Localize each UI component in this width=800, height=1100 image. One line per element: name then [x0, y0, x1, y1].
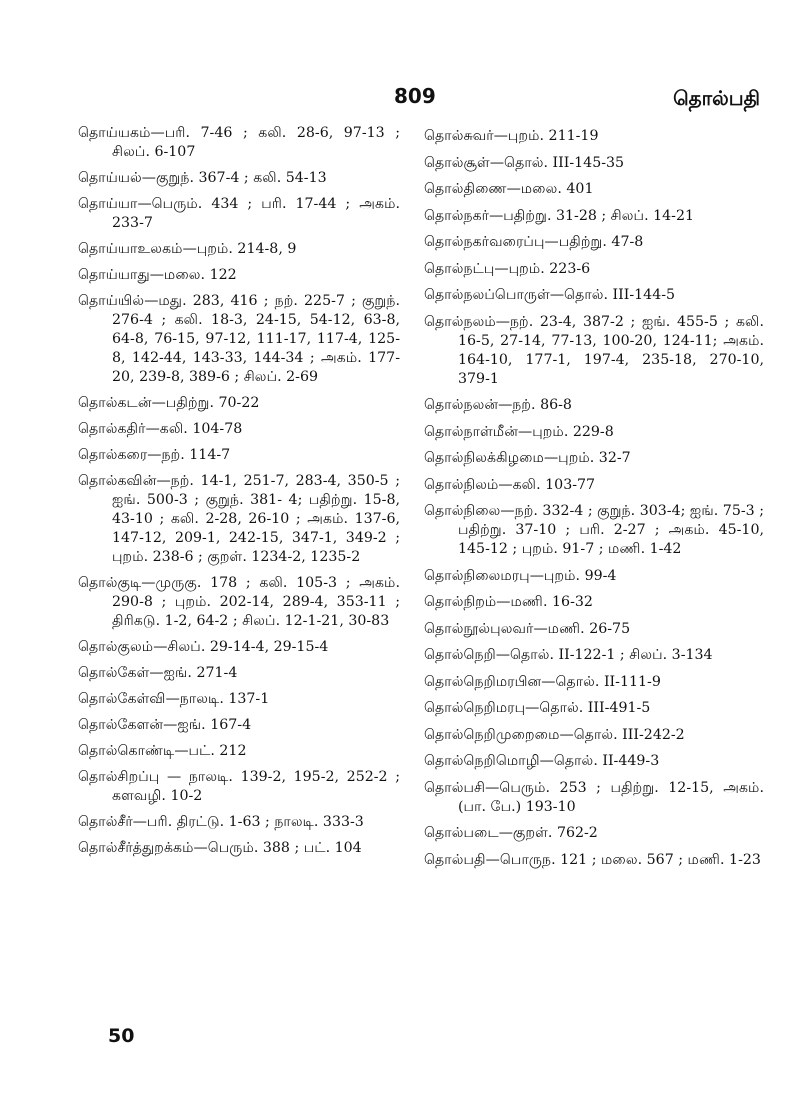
index-entry: தொல்நூல்புலவர்—மணி. 26-75 — [424, 620, 631, 637]
index-entry: தொல்நட்பு—புறம். 223-6 — [424, 260, 591, 277]
index-entry: தொய்யாது—மலை. 122 — [78, 267, 237, 283]
index-entry: தொல்படை—குறள். 762-2 — [424, 825, 598, 841]
running-head: தொல்பதி — [673, 86, 760, 110]
index-entry: தொய்யாஉலகம்—புறம். 214-8, 9 — [78, 241, 297, 257]
index-entry: தொல்நிலக்கிழமை—புறம். 32-7 — [424, 450, 631, 466]
index-entry: தொல்சீர்—பரி. திரட்டு. 1-63 ; நாலடி. 333-3 — [78, 814, 364, 830]
index-entry: தொல்நிலம்—கலி. 103-77 — [424, 476, 596, 493]
index-entry: தொய்யல்—குறுந். 367-4 ; கலி. 54-13 — [78, 170, 327, 186]
index-entry: தொல்நிறம்—மணி. 16-32 — [424, 594, 593, 610]
index-entry: தொல்நெறி—தொல். II-122-1 ; சிலப். 3-134 — [424, 647, 713, 663]
signature-number: 50 — [108, 1025, 135, 1047]
index-entry: தொல்கொண்டி—பட். 212 — [78, 743, 247, 759]
index-entry: தொய்யகம்—பரி. 7-46 ; கலி. 28-6, 97-13 ; சிலப். 6-107 — [78, 125, 400, 160]
index-entry: தொல்நெறிமொழி—தொல். II-449-3 — [424, 753, 660, 769]
index-entry: தொல்நிலை—நற். 332-4 ; குறுந். 303-4; ஐங். 75-3 ; பதிற்று. 37-10 ; பரி. 2-27 ; அகம். 45-10, 145-12 ; புறம். 91-7 ; மணி. 1-42 — [424, 503, 764, 557]
left-column — [78, 124, 400, 865]
right-column — [424, 127, 764, 877]
index-entry: தொய்யா—பெரும். 434 ; பரி. 17-44 ; அகம். 233-7 — [78, 196, 400, 231]
index-entry: தொல்நலப்பொருள்—தொல். III-144-5 — [424, 287, 676, 303]
index-entry: தொல்கேள்—ஐங். 271-4 — [78, 665, 238, 681]
index-entry: தொல்கேள்வி—நாலடி. 137-1 — [78, 691, 270, 707]
index-entry: தொல்நெறிமுறைமை—தொல். III-242-2 — [424, 726, 685, 743]
index-entry: தொல்பசி—பெரும். 253 ; பதிற்று. 12-15, அகம். (பா. பே.) 193-10 — [424, 779, 764, 815]
index-entry: தொல்கவின்—நற். 14-1, 251-7, 283-4, 350-5 ; ஐங். 500-3 ; குறுந். 381- 4; பதிற்று. 15-8, 43-10 ; கலி. 2-28, 26-10 ; அகம். 137-6, 147-12, 209-1, 242-15, 347-1, 349-2 ; புறம். 238-6 ; குறள். 1234-2, 1235-2 — [78, 473, 400, 565]
index-entry: தொல்நாள்மீன்—புறம். 229-8 — [424, 423, 614, 440]
index-entry: தொல்நகர்—பதிற்று. 31-28 ; சிலப். 14-21 — [424, 207, 695, 224]
page-number: 809 — [394, 84, 436, 108]
index-entry: தொல்சுவர்—புறம். 211-19 — [424, 128, 599, 144]
index-entry: தொல்பதி—பொருந. 121 ; மலை. 567 ; மணி. 1-23 — [424, 851, 761, 868]
index-entry: தொல்நெறிமரபின—தொல். II-111-9 — [424, 673, 661, 690]
index-entry: தொல்நெறிமரபு—தொல். III-491-5 — [424, 700, 651, 716]
index-entry: தொல்கதிர்—கலி. 104-78 — [78, 421, 243, 437]
index-entry: தொல்குடி—முருகு. 178 ; கலி. 105-3 ; அகம். 290-8 ; புறம். 202-14, 289-4, 353-11 ; திரிகடு. 1-2, 64-2 ; சிலப். 12-1-21, 30-83 — [78, 575, 400, 629]
index-entry: தொல்நகர்வரைப்பு—பதிற்று. 47-8 — [424, 234, 644, 250]
index-entry: தொல்சூள்—தொல். III-145-35 — [424, 154, 625, 171]
index-entry: தொல்நலம்—நற். 23-4, 387-2 ; ஐங். 455-5 ; கலி. 16-5, 27-14, 77-13, 100-20, 124-11; அகம். 164-10, 177-1, 197-4, 235-18, 270-10, 379-1 — [424, 313, 764, 387]
index-entry: தொல்நிலைமரபு—புறம். 99-4 — [424, 567, 617, 584]
index-entry: தொல்நலன்—நற். 86-8 — [424, 397, 572, 413]
index-entry: தொல்சிறப்பு — நாலடி. 139-2, 195-2, 252-2 ; களவழி. 10-2 — [78, 769, 400, 804]
index-entry: தொல்கரை—நற். 114-7 — [78, 447, 231, 463]
index-entry: தொல்கடன்—பதிற்று. 70-22 — [78, 395, 260, 411]
index-entry: தொல்குலம்—சிலப். 29-14-4, 29-15-4 — [78, 639, 329, 655]
index-entry: தொல்கேளன்—ஐங். 167-4 — [78, 717, 252, 733]
index-entry: தொல்திணை—மலை. 401 — [424, 181, 594, 197]
index-entry: தொய்யில்—மது. 283, 416 ; நற். 225-7 ; குறுந். 276-4 ; கலி. 18-3, 24-15, 54-12, 63-8, 64-8, 76-15, 97-12, 111-17, 117-4, 125-8, 142-44, 143-33, 144-34 ; அகம். 177-20, 239-8, 389-6 ; சிலப். 2-69 — [78, 293, 400, 385]
index-entry: தொல்சீர்த்துறக்கம்—பெரும். 388 ; பட். 104 — [78, 840, 362, 856]
